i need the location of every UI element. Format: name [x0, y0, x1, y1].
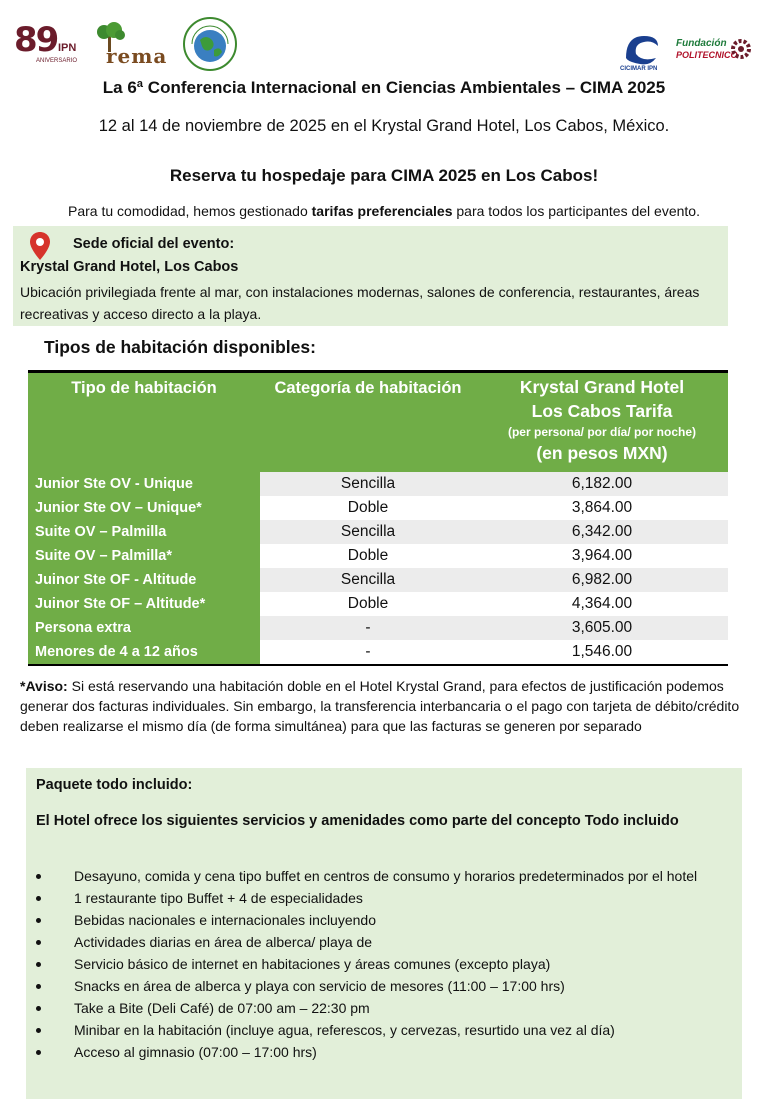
table-row	[28, 568, 728, 592]
notice-text: Si está reservando una habitación doble en el Hotel Krystal Grand, para efectos de justificación podemos generar dos facturas individuales. Sin embargo, la transferencia interbancaria o el pago con tarjeta de débito/crédito deben realizarse el mismo día (de forma simultánea) para que las facturas se generen por separado	[20, 678, 740, 734]
rema-logo-text: rema	[106, 44, 168, 68]
category-cell: Doble	[347, 546, 389, 564]
room-types-heading: Tipos de habitación disponibles:	[44, 337, 316, 357]
room-type-cell: Menores de 4 a 12 años	[28, 640, 260, 665]
category-cell: Sencilla	[260, 568, 476, 592]
list-item	[36, 997, 740, 1019]
ipn-logo-text: IPN	[58, 42, 77, 54]
bullet-icon	[36, 940, 41, 945]
bullet-icon	[36, 1028, 41, 1033]
table-row	[28, 640, 728, 665]
table-row	[28, 544, 728, 568]
list-item-text: Acceso al gimnasio (07:00 – 17:00 hrs)	[74, 1044, 317, 1060]
list-item-text: Snacks en área de alberca y playa con servicio de mesores (11:00 – 17:00 hrs)	[74, 978, 565, 994]
category-cell: Sencilla	[260, 472, 476, 496]
list-item	[36, 931, 740, 953]
price-cell: 3,605.00	[476, 616, 728, 640]
header-rate	[476, 372, 728, 472]
venue-label: Sede oficial del evento:	[73, 236, 235, 252]
list-item-text: Servicio básico de internet en habitaciones y áreas comunes (excepto playa)	[74, 956, 551, 972]
list-item	[36, 865, 740, 887]
event-dates-location: 12 al 14 de noviembre de 2025 en el Krystal Grand Hotel, Los Cabos, México.	[98, 117, 670, 135]
header-category: Categoría de habitación	[260, 372, 476, 472]
list-item	[36, 909, 740, 931]
category-cell: Doble	[347, 594, 389, 612]
cicimar-logo-text: CICIMAR IPN	[620, 66, 658, 72]
list-item-text: Actividades diarias en área de alberca/ playa de	[74, 934, 373, 950]
header-logos-left	[12, 16, 238, 72]
header-room-type: Tipo de habitación	[28, 372, 260, 472]
category-cell: Doble	[347, 498, 389, 516]
venue-description: Ubicación privilegiada frente al mar, con instalaciones modernas, salones de conferencia, restaurantes, áreas recreativas y acceso directo a la playa.	[20, 284, 700, 322]
package-heading: Paquete todo incluido:	[36, 777, 193, 793]
category-cell: -	[260, 616, 476, 640]
price-cell: 6,342.00	[476, 520, 728, 544]
header-rate-currency: (en pesos MXN)	[536, 443, 668, 463]
fundacion-politecnico-logo	[674, 30, 754, 70]
package-intro: El Hotel ofrece los siguientes servicios y amenidades como parte del concepto Todo incluido	[36, 813, 679, 829]
location-pin-icon	[30, 232, 50, 260]
room-rates-table	[28, 370, 728, 666]
list-item	[36, 1019, 740, 1041]
cicimar-wave-icon	[622, 32, 662, 68]
list-item-text: Take a Bite (Deli Café) de 07:00 am – 22:30 pm	[74, 1000, 370, 1016]
list-item-text: Desayuno, comida y cena tipo buffet en centros de consumo y horarios predeterminados por el hotel	[74, 868, 698, 884]
venue-name: Krystal Grand Hotel, Los Cabos	[20, 259, 239, 275]
billing-notice	[20, 676, 745, 736]
category-cell: -	[260, 640, 476, 665]
rema-logo	[92, 20, 172, 68]
bullet-icon	[36, 1006, 41, 1011]
amenities-list	[36, 865, 740, 1063]
bullet-icon	[36, 1050, 41, 1055]
bullet-icon	[36, 918, 41, 923]
price-cell: 6,982.00	[476, 568, 728, 592]
room-type-cell: Persona extra	[28, 616, 260, 640]
page-title: La 6ª Conferencia Internacional en Ciencias Ambientales – CIMA 2025	[102, 78, 666, 97]
bullet-icon	[36, 962, 41, 967]
table-row	[28, 472, 728, 496]
intro-text-start: Para tu comodidad, hemos gestionado	[68, 203, 312, 219]
bullet-icon	[36, 896, 41, 901]
gear-icon	[730, 34, 752, 64]
header-rate-hotel: Krystal Grand Hotel	[519, 377, 685, 397]
header-logos-right	[620, 28, 754, 72]
table-header-row	[28, 372, 728, 472]
bullet-icon	[36, 874, 41, 879]
globe-icon	[182, 16, 238, 72]
room-type-cell: Junior Ste OV - Unique	[28, 472, 260, 496]
ipn-89-logo	[12, 18, 82, 70]
room-type-cell: Suite OV – Palmilla	[28, 520, 260, 544]
table-row	[28, 616, 728, 640]
price-cell: 4,364.00	[571, 594, 633, 612]
room-type-cell: Suite OV – Palmilla*	[28, 544, 260, 568]
reserve-heading: Reserva tu hospedaje para CIMA 2025 en Los Cabos!	[169, 166, 599, 185]
table-row	[28, 592, 728, 616]
table-row	[28, 520, 728, 544]
all-inclusive-box	[26, 768, 742, 1099]
price-cell: 1,546.00	[476, 640, 728, 665]
room-type-cell: Junior Ste OV – Unique*	[28, 496, 260, 520]
fundacion-logo-line2: POLITECNICO	[676, 50, 738, 60]
price-cell: 3,864.00	[571, 498, 633, 516]
ipn-logo-subtext: ANIVERSARIO	[36, 58, 78, 64]
room-type-cell: Juinor Ste OF - Altitude	[28, 568, 260, 592]
list-item	[36, 887, 740, 909]
room-type-cell: Juinor Ste OF – Altitude*	[28, 592, 260, 616]
list-item-text: Minibar en la habitación (incluye agua, referescos, y cervezas, resurtido una vez al día)	[74, 1022, 615, 1038]
intro-text-bold: tarifas preferenciales	[311, 203, 453, 219]
header-rate-note: (per persona/ por día/ por noche)	[507, 425, 697, 439]
list-item-text: Bebidas nacionales e internacionales incluyendo	[74, 912, 376, 928]
list-item	[36, 1041, 740, 1063]
category-cell: Sencilla	[260, 520, 476, 544]
cicimar-logo	[620, 28, 664, 72]
bullet-icon	[36, 984, 41, 989]
list-item	[36, 953, 740, 975]
notice-label: *Aviso:	[20, 678, 68, 694]
venue-box	[13, 226, 728, 326]
globe-logo	[182, 16, 238, 72]
price-cell: 6,182.00	[476, 472, 728, 496]
list-item	[36, 975, 740, 997]
intro-text-end: para todos los participantes del evento.	[452, 203, 700, 219]
price-cell: 3,964.00	[571, 546, 633, 564]
fundacion-logo-line1: Fundación	[676, 38, 727, 49]
intro-text	[0, 203, 768, 219]
ipn-logo-number: 89	[14, 20, 58, 60]
list-item-text: 1 restaurante tipo Buffet + 4 de especialidades	[74, 890, 363, 906]
table-row	[28, 496, 728, 520]
header-rate-tarifa: Los Cabos Tarifa	[531, 401, 673, 421]
